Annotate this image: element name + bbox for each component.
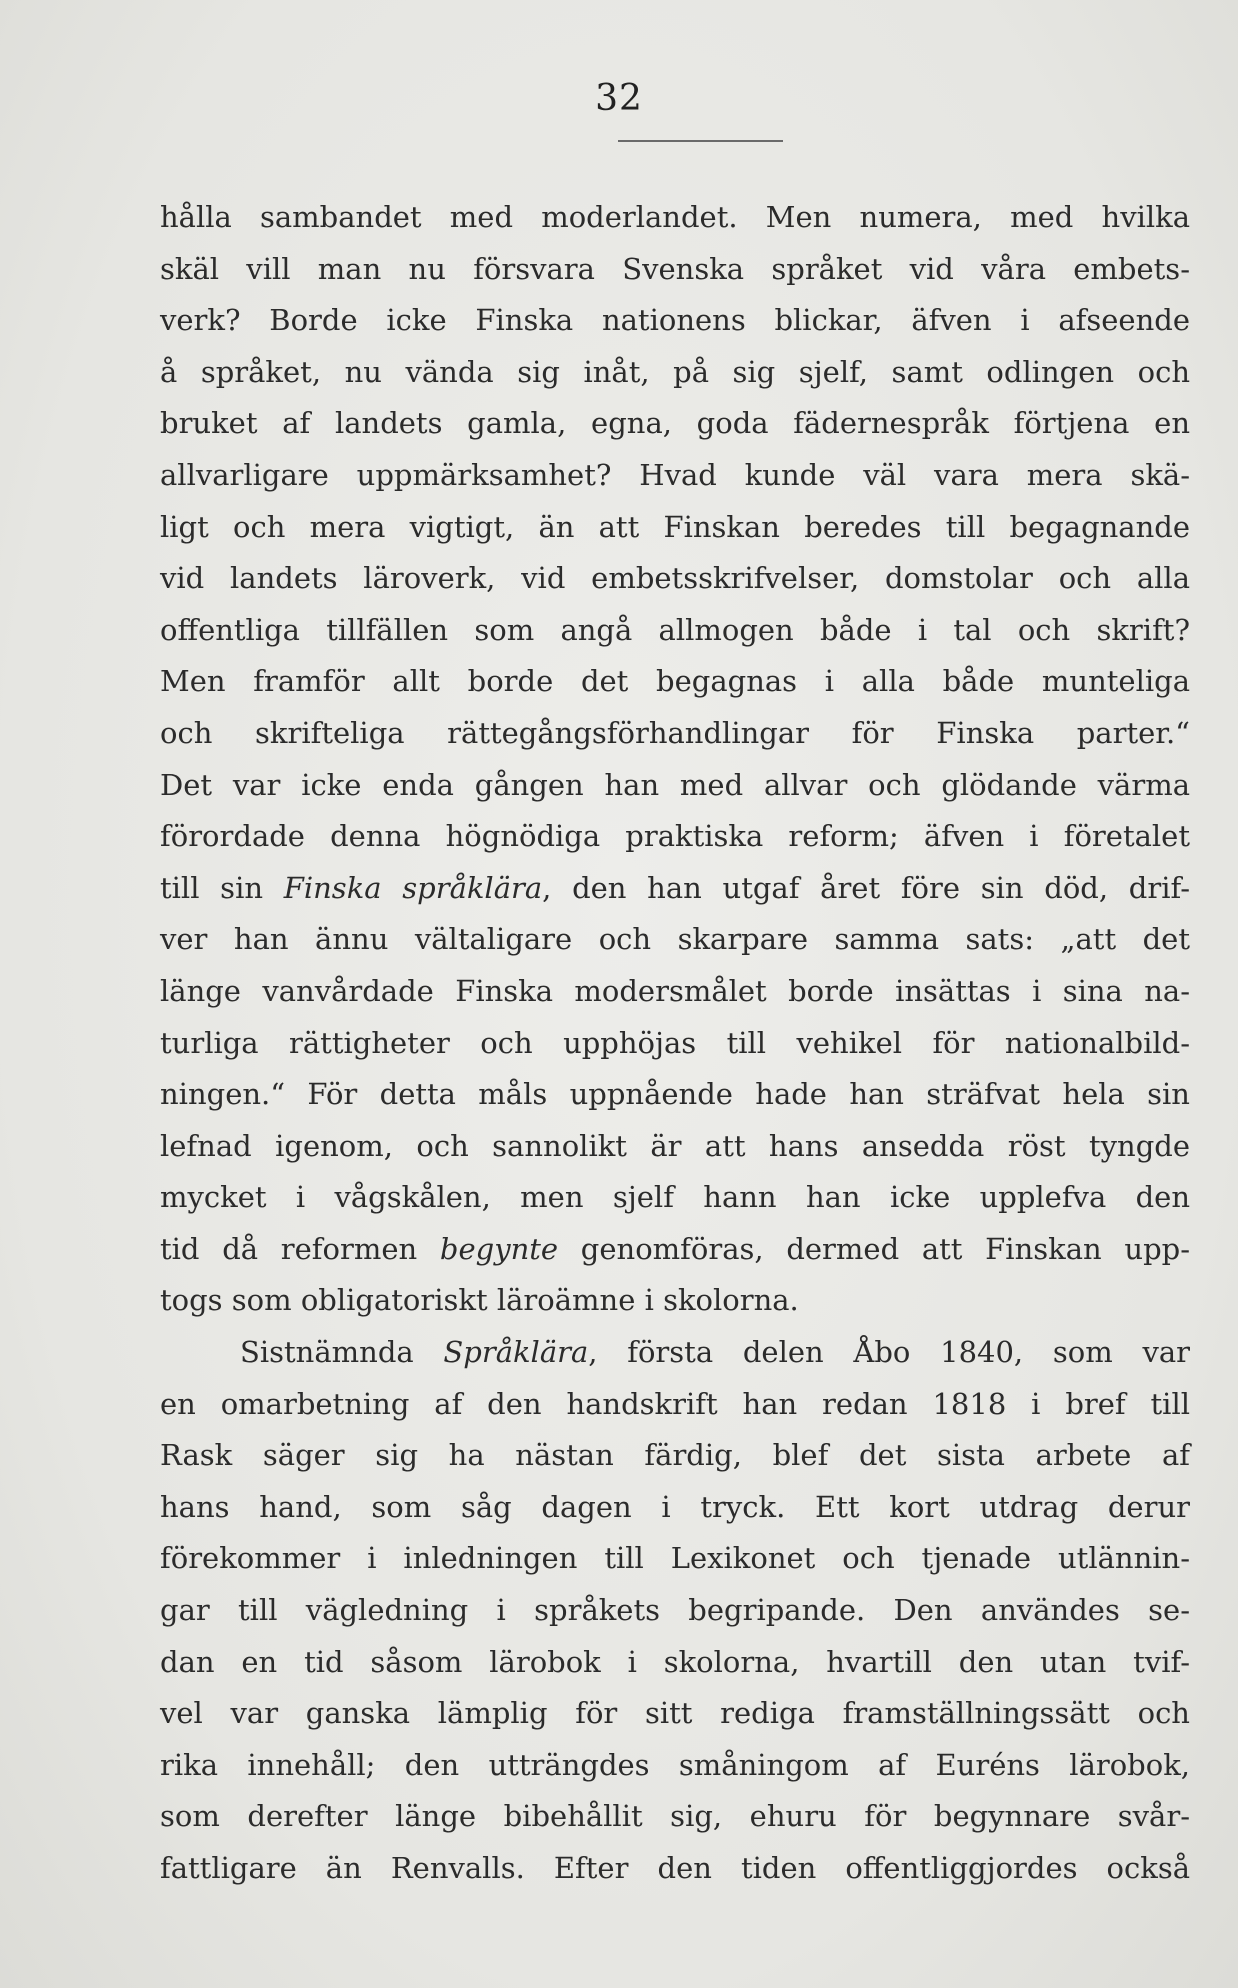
text-line	[160, 1224, 1190, 1276]
text-segment: mycket i vågskålen, men sjelf hann han icke upplefva den	[160, 1180, 1190, 1215]
text-segment: rika innehåll; den utträngdes småningom af Euréns lärobok,	[160, 1747, 1190, 1782]
text-segment: tid då reformen	[160, 1231, 440, 1266]
text-segment: gar till vägledning i språkets begripande. Den användes se-	[160, 1593, 1190, 1628]
text-line	[160, 760, 1190, 812]
text-segment: Det var icke enda gången han med allvar och glödande värma	[160, 767, 1190, 802]
text-line	[160, 1069, 1190, 1121]
text-segment: allvarligare uppmärksamhet? Hvad kunde väl vara mera skä-	[160, 457, 1190, 492]
text-segment: bruket af landets gamla, egna, goda fädernespråk förtjena en	[160, 406, 1190, 441]
text-segment: länge vanvårdade Finska modersmålet borde insättas i sina na-	[160, 973, 1190, 1008]
text-line	[160, 1740, 1190, 1792]
text-segment: Rask säger sig ha nästan färdig, blef det sista arbete af	[160, 1438, 1190, 1473]
text-line	[160, 863, 1190, 915]
text-segment: fattligare än Renvalls. Efter den tiden offentliggjordes också	[160, 1851, 1190, 1885]
text-line	[160, 966, 1190, 1018]
text-segment: Sistnämnda	[240, 1335, 444, 1370]
text-line	[160, 1275, 1190, 1327]
text-line	[160, 244, 1190, 296]
text-line	[160, 450, 1190, 502]
text-line	[160, 347, 1190, 399]
text-segment: ningen.“ För detta måls uppnående hade han sträfvat hela sin	[160, 1077, 1190, 1112]
text-segment: hans hand, som såg dagen i tryck. Ett kort utdrag derur	[160, 1489, 1190, 1524]
text-segment: skäl vill man nu försvara Svenska språket vid våra embets-	[160, 251, 1190, 286]
text-segment: och skrifteliga rättegångsförhandlingar för Finska parter.“	[160, 715, 1190, 750]
text-line	[160, 1327, 1190, 1379]
text-segment: hålla sambandet med moderlandet. Men numera, med hvilka	[160, 200, 1190, 234]
page-number: 32	[595, 78, 643, 119]
text-line	[160, 295, 1190, 347]
text-segment: , den han utgaf året före sin död, drif-	[542, 870, 1190, 905]
text-line	[160, 1843, 1190, 1895]
text-line	[160, 914, 1190, 966]
text-segment: Men framför allt borde det begagnas i alla både munteliga	[160, 664, 1190, 699]
text-segment: verk? Borde icke Finska nationens blickar, äfven i afseende	[160, 303, 1190, 338]
text-segment: en omarbetning af den handskrift han redan 1818 i bref till	[160, 1386, 1190, 1421]
text-line	[160, 1482, 1190, 1534]
text-line	[160, 1637, 1190, 1689]
text-segment: togs som obligatoriskt läroämne i skolorna.	[160, 1283, 799, 1318]
text-segment: å språket, nu vända sig inåt, på sig sjelf, samt odlingen och	[160, 354, 1190, 389]
text-segment: förekommer i inledningen till Lexikonet och tjenade utlännin-	[160, 1541, 1190, 1576]
text-segment: ligt och mera vigtigt, än att Finskan beredes till begagnande	[160, 509, 1190, 544]
text-segment: lefnad igenom, och sannolikt är att hans ansedda röst tyngde	[160, 1128, 1190, 1163]
text-line	[160, 1688, 1190, 1740]
text-segment: turliga rättigheter och upphöjas till vehikel för nationalbild-	[160, 1025, 1190, 1060]
text-line	[160, 1172, 1190, 1224]
text-line	[160, 502, 1190, 554]
header-rule	[618, 140, 783, 142]
text-segment: , första delen Åbo 1840, som var	[588, 1335, 1190, 1370]
text-segment: genomföras, dermed att Finskan upp-	[558, 1231, 1190, 1266]
text-line	[160, 656, 1190, 708]
text-line	[160, 708, 1190, 760]
italic-text: begynte	[439, 1231, 559, 1266]
text-segment: till sin	[160, 870, 284, 905]
text-segment: dan en tid såsom lärobok i skolorna, hvartill den utan tvif-	[160, 1644, 1190, 1679]
text-line	[160, 1585, 1190, 1637]
text-segment: vid landets läroverk, vid embetsskrifvelser, domstolar och alla	[160, 561, 1190, 596]
text-line	[160, 1533, 1190, 1585]
text-line	[160, 1121, 1190, 1173]
italic-text: Finska språklära	[283, 870, 543, 905]
text-line	[160, 1018, 1190, 1070]
body-text	[160, 192, 1190, 1895]
text-line	[160, 811, 1190, 863]
text-line	[160, 192, 1190, 244]
text-segment: ver han ännu vältaligare och skarpare samma sats: „att det	[160, 922, 1190, 957]
text-segment: vel var ganska lämplig för sitt rediga framställningssätt och	[160, 1696, 1190, 1731]
text-segment: som derefter länge bibehållit sig, ehuru för begynnare svår-	[160, 1799, 1190, 1834]
text-line	[160, 553, 1190, 605]
italic-text: Språklära	[443, 1335, 589, 1370]
text-line	[160, 1791, 1190, 1843]
text-line	[160, 1379, 1190, 1431]
text-segment: offentliga tillfällen som angå allmogen både i tal och skrift?	[160, 612, 1190, 647]
text-line	[160, 605, 1190, 657]
text-segment: förordade denna högnödiga praktiska reform; äfven i företalet	[160, 819, 1190, 854]
text-line	[160, 398, 1190, 450]
text-line	[160, 1430, 1190, 1482]
